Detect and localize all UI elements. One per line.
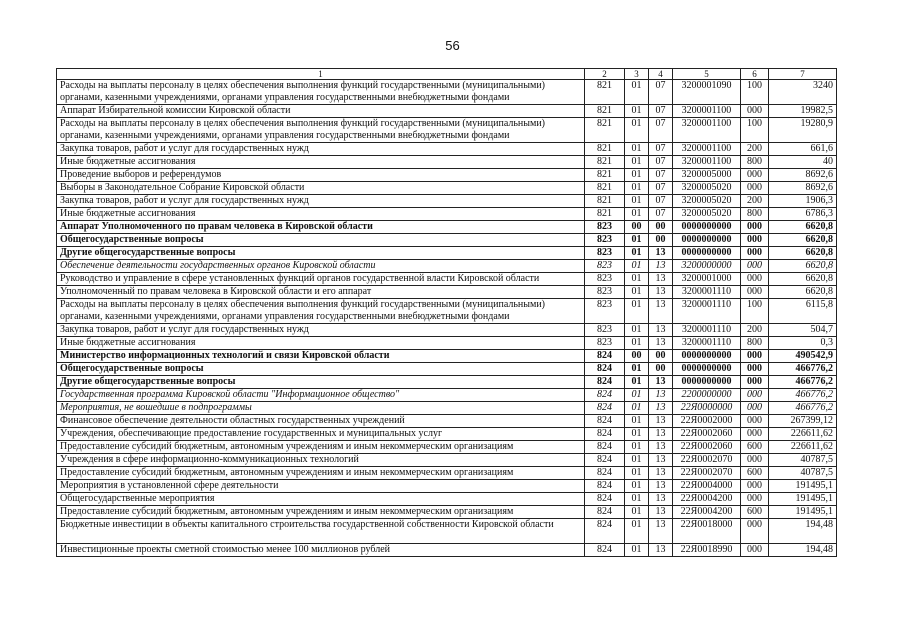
row-name-cell: Предоставление субсидий бюджетным, автономным учреждениям и иным некоммерческим организациям [57, 441, 585, 454]
expense-type-cell: 100 [741, 299, 769, 324]
expense-type-cell: 000 [741, 273, 769, 286]
expense-type-cell: 000 [741, 247, 769, 260]
expense-type-cell: 000 [741, 376, 769, 389]
subsection-code-cell: 13 [649, 286, 673, 299]
section-code-cell: 01 [625, 156, 649, 169]
expense-type-cell: 000 [741, 221, 769, 234]
target-article-cell: 0000000000 [673, 247, 741, 260]
table-row [57, 480, 837, 493]
section-code-cell: 01 [625, 376, 649, 389]
section-code-cell: 01 [625, 80, 649, 105]
expense-type-cell: 000 [741, 234, 769, 247]
target-article-cell: 22Я0002070 [673, 467, 741, 480]
table-row [57, 337, 837, 350]
ministry-code-cell: 823 [585, 273, 625, 286]
target-article-cell: 22Я0018990 [673, 544, 741, 557]
subsection-code-cell: 07 [649, 156, 673, 169]
ministry-code-cell: 823 [585, 234, 625, 247]
ministry-code-cell: 821 [585, 105, 625, 118]
section-code-cell: 01 [625, 118, 649, 143]
row-name-cell: Расходы на выплаты персоналу в целях обеспечения выполнения функций государственными (муниципальными) органами, казенными учреждениями, органами управления государственными внебюджетными фондами [57, 299, 585, 324]
subsection-code-cell: 13 [649, 441, 673, 454]
row-name-cell: Иные бюджетные ассигнования [57, 156, 585, 169]
subsection-code-cell: 13 [649, 324, 673, 337]
table-row [57, 182, 837, 195]
amount-cell: 40787,5 [769, 467, 837, 480]
subsection-code-cell: 13 [649, 273, 673, 286]
target-article-cell: 0000000000 [673, 234, 741, 247]
expense-type-cell: 600 [741, 506, 769, 519]
target-article-cell: 22Я0000000 [673, 402, 741, 415]
table-row [57, 286, 837, 299]
ministry-code-cell: 823 [585, 337, 625, 350]
expense-type-cell: 000 [741, 389, 769, 402]
ministry-code-cell: 824 [585, 415, 625, 428]
amount-cell: 6786,3 [769, 208, 837, 221]
amount-cell: 6620,8 [769, 234, 837, 247]
row-name-cell: Мероприятия в установленной сфере деятельности [57, 480, 585, 493]
amount-cell: 490542,9 [769, 350, 837, 363]
amount-cell: 40 [769, 156, 837, 169]
expense-type-cell: 200 [741, 143, 769, 156]
subsection-code-cell: 07 [649, 143, 673, 156]
table-row [57, 208, 837, 221]
target-article-cell: 22Я0002060 [673, 428, 741, 441]
target-article-cell: 0000000000 [673, 363, 741, 376]
subsection-code-cell: 13 [649, 428, 673, 441]
ministry-code-cell: 824 [585, 454, 625, 467]
section-code-cell: 01 [625, 286, 649, 299]
table-row [57, 519, 837, 544]
ministry-code-cell: 824 [585, 363, 625, 376]
amount-cell: 19280,9 [769, 118, 837, 143]
table-row [57, 493, 837, 506]
table-row [57, 143, 837, 156]
target-article-cell: 22Я0002000 [673, 415, 741, 428]
ministry-code-cell: 824 [585, 480, 625, 493]
ministry-code-cell: 824 [585, 402, 625, 415]
row-name-cell: Мероприятия, не вошедшие в подпрограммы [57, 402, 585, 415]
amount-cell: 194,48 [769, 544, 837, 557]
target-article-cell: 3200001110 [673, 337, 741, 350]
amount-cell: 267399,12 [769, 415, 837, 428]
expense-type-cell: 800 [741, 337, 769, 350]
row-name-cell: Другие общегосударственные вопросы [57, 247, 585, 260]
ministry-code-cell: 821 [585, 118, 625, 143]
row-name-cell: Иные бюджетные ассигнования [57, 337, 585, 350]
row-name-cell: Расходы на выплаты персоналу в целях обеспечения выполнения функций государственными (муниципальными) органами, казенными учреждениями, органами управления государственными внебюджетными фондами [57, 118, 585, 143]
expense-type-cell: 100 [741, 118, 769, 143]
ministry-code-cell: 821 [585, 80, 625, 105]
expense-type-cell: 000 [741, 182, 769, 195]
amount-cell: 6620,8 [769, 286, 837, 299]
ministry-code-cell: 823 [585, 286, 625, 299]
target-article-cell: 0000000000 [673, 376, 741, 389]
expense-type-cell: 100 [741, 80, 769, 105]
expense-type-cell: 000 [741, 454, 769, 467]
column-header: 1 [57, 69, 585, 80]
row-name-cell: Руководство и управление в сфере установленных функций органов государственной власти Кировской области [57, 273, 585, 286]
section-code-cell: 01 [625, 337, 649, 350]
section-code-cell: 01 [625, 389, 649, 402]
table-row [57, 467, 837, 480]
amount-cell: 0,3 [769, 337, 837, 350]
table-row [57, 260, 837, 273]
expense-type-cell: 000 [741, 286, 769, 299]
ministry-code-cell: 824 [585, 428, 625, 441]
subsection-code-cell: 13 [649, 519, 673, 544]
section-code-cell: 01 [625, 519, 649, 544]
row-name-cell: Аппарат Уполномоченного по правам человека в Кировской области [57, 221, 585, 234]
expense-type-cell: 200 [741, 195, 769, 208]
subsection-code-cell: 13 [649, 376, 673, 389]
target-article-cell: 3200001100 [673, 118, 741, 143]
section-code-cell: 01 [625, 428, 649, 441]
page-number: 56 [445, 38, 460, 53]
ministry-code-cell: 821 [585, 182, 625, 195]
amount-cell: 466776,2 [769, 376, 837, 389]
amount-cell: 8692,6 [769, 182, 837, 195]
row-name-cell: Проведение выборов и референдумов [57, 169, 585, 182]
table-row [57, 169, 837, 182]
table-row [57, 299, 837, 324]
section-code-cell: 01 [625, 143, 649, 156]
amount-cell: 6620,8 [769, 273, 837, 286]
row-name-cell: Другие общегосударственные вопросы [57, 376, 585, 389]
subsection-code-cell: 07 [649, 169, 673, 182]
ministry-code-cell: 824 [585, 350, 625, 363]
row-name-cell: Предоставление субсидий бюджетным, автономным учреждениям и иным некоммерческим организациям [57, 467, 585, 480]
column-header: 2 [585, 69, 625, 80]
section-code-cell: 01 [625, 441, 649, 454]
target-article-cell: 3200001100 [673, 105, 741, 118]
amount-cell: 6620,8 [769, 221, 837, 234]
row-name-cell: Учреждения в сфере информационно-коммуникационных технологий [57, 454, 585, 467]
row-name-cell: Закупка товаров, работ и услуг для государственных нужд [57, 195, 585, 208]
row-name-cell: Расходы на выплаты персоналу в целях обеспечения выполнения функций государственными (муниципальными) органами, казенными учреждениями, органами управления государственными внебюджетными фондами [57, 80, 585, 105]
ministry-code-cell: 821 [585, 169, 625, 182]
target-article-cell: 3200005020 [673, 182, 741, 195]
target-article-cell: 22Я0002060 [673, 441, 741, 454]
section-code-cell: 01 [625, 105, 649, 118]
subsection-code-cell: 00 [649, 234, 673, 247]
row-name-cell: Государственная программа Кировской области "Информационное общество" [57, 389, 585, 402]
ministry-code-cell: 824 [585, 467, 625, 480]
row-name-cell: Обеспечение деятельности государственных органов Кировской области [57, 260, 585, 273]
section-code-cell: 01 [625, 480, 649, 493]
section-code-cell: 00 [625, 221, 649, 234]
subsection-code-cell: 13 [649, 389, 673, 402]
target-article-cell: 2200000000 [673, 389, 741, 402]
amount-cell: 6620,8 [769, 247, 837, 260]
target-article-cell: 3200001110 [673, 299, 741, 324]
subsection-code-cell: 07 [649, 80, 673, 105]
ministry-code-cell: 824 [585, 519, 625, 544]
ministry-code-cell: 821 [585, 156, 625, 169]
amount-cell: 191495,1 [769, 493, 837, 506]
amount-cell: 504,7 [769, 324, 837, 337]
row-name-cell: Выборы в Законодательное Собрание Кировской области [57, 182, 585, 195]
target-article-cell: 22Я0004200 [673, 506, 741, 519]
ministry-code-cell: 824 [585, 544, 625, 557]
ministry-code-cell: 821 [585, 143, 625, 156]
target-article-cell: 0000000000 [673, 350, 741, 363]
expense-type-cell: 000 [741, 428, 769, 441]
amount-cell: 8692,6 [769, 169, 837, 182]
section-code-cell: 01 [625, 402, 649, 415]
target-article-cell: 3200001110 [673, 324, 741, 337]
expense-type-cell: 800 [741, 208, 769, 221]
amount-cell: 1906,3 [769, 195, 837, 208]
target-article-cell: 3200005020 [673, 208, 741, 221]
amount-cell: 466776,2 [769, 363, 837, 376]
row-name-cell: Финансовое обеспечение деятельности областных государственных учреждений [57, 415, 585, 428]
expense-type-cell: 000 [741, 260, 769, 273]
subsection-code-cell: 13 [649, 415, 673, 428]
row-name-cell: Аппарат Избирательной комиссии Кировской области [57, 105, 585, 118]
subsection-code-cell: 13 [649, 493, 673, 506]
target-article-cell: 22Я0004000 [673, 480, 741, 493]
table-row [57, 544, 837, 557]
subsection-code-cell: 13 [649, 454, 673, 467]
subsection-code-cell: 07 [649, 208, 673, 221]
ministry-code-cell: 823 [585, 247, 625, 260]
section-code-cell: 01 [625, 195, 649, 208]
ministry-code-cell: 823 [585, 260, 625, 273]
section-code-cell: 01 [625, 247, 649, 260]
target-article-cell: 3200001090 [673, 80, 741, 105]
expense-type-cell: 000 [741, 415, 769, 428]
row-name-cell: Закупка товаров, работ и услуг для государственных нужд [57, 143, 585, 156]
section-code-cell: 01 [625, 169, 649, 182]
expense-type-cell: 000 [741, 169, 769, 182]
target-article-cell: 3200005000 [673, 169, 741, 182]
expense-type-cell: 000 [741, 493, 769, 506]
expense-type-cell: 000 [741, 363, 769, 376]
row-name-cell: Иные бюджетные ассигнования [57, 208, 585, 221]
table-row [57, 247, 837, 260]
ministry-code-cell: 824 [585, 376, 625, 389]
ministry-code-cell: 823 [585, 299, 625, 324]
table-row [57, 324, 837, 337]
column-header: 5 [673, 69, 741, 80]
column-header: 7 [769, 69, 837, 80]
table-row [57, 234, 837, 247]
subsection-code-cell: 07 [649, 195, 673, 208]
amount-cell: 226611,62 [769, 441, 837, 454]
target-article-cell: 3200001100 [673, 143, 741, 156]
section-code-cell: 01 [625, 415, 649, 428]
table-row [57, 402, 837, 415]
section-code-cell: 00 [625, 350, 649, 363]
target-article-cell: 3200000000 [673, 260, 741, 273]
expense-type-cell: 000 [741, 480, 769, 493]
section-code-cell: 01 [625, 208, 649, 221]
row-name-cell: Бюджетные инвестиции в объекты капитального строительства государственной собственности Кировской области [57, 519, 585, 544]
subsection-code-cell: 07 [649, 118, 673, 143]
subsection-code-cell: 13 [649, 402, 673, 415]
amount-cell: 6620,8 [769, 260, 837, 273]
expense-type-cell: 000 [741, 544, 769, 557]
target-article-cell: 3200001100 [673, 156, 741, 169]
section-code-cell: 01 [625, 544, 649, 557]
table-row [57, 441, 837, 454]
subsection-code-cell: 13 [649, 467, 673, 480]
amount-cell: 191495,1 [769, 506, 837, 519]
section-code-cell: 01 [625, 324, 649, 337]
expense-type-cell: 000 [741, 105, 769, 118]
section-code-cell: 01 [625, 234, 649, 247]
ministry-code-cell: 824 [585, 441, 625, 454]
table-row [57, 415, 837, 428]
section-code-cell: 01 [625, 454, 649, 467]
table-row [57, 428, 837, 441]
row-name-cell: Общегосударственные мероприятия [57, 493, 585, 506]
subsection-code-cell: 13 [649, 260, 673, 273]
amount-cell: 40787,5 [769, 454, 837, 467]
row-name-cell: Уполномоченный по правам человека в Кировской области и его аппарат [57, 286, 585, 299]
table-row [57, 118, 837, 143]
section-code-cell: 01 [625, 506, 649, 519]
amount-cell: 6115,8 [769, 299, 837, 324]
section-code-cell: 01 [625, 273, 649, 286]
amount-cell: 3240 [769, 80, 837, 105]
ministry-code-cell: 821 [585, 208, 625, 221]
expense-type-cell: 000 [741, 519, 769, 544]
ministry-code-cell: 821 [585, 195, 625, 208]
section-code-cell: 01 [625, 260, 649, 273]
ministry-code-cell: 823 [585, 324, 625, 337]
target-article-cell: 0000000000 [673, 221, 741, 234]
subsection-code-cell: 13 [649, 480, 673, 493]
expense-type-cell: 800 [741, 156, 769, 169]
row-name-cell: Общегосударственные вопросы [57, 234, 585, 247]
subsection-code-cell: 07 [649, 105, 673, 118]
table-row [57, 156, 837, 169]
ministry-code-cell: 824 [585, 389, 625, 402]
table-row [57, 506, 837, 519]
table-row [57, 80, 837, 105]
budget-table [56, 68, 837, 557]
ministry-code-cell: 823 [585, 221, 625, 234]
section-code-cell: 01 [625, 467, 649, 480]
row-name-cell: Учреждения, обеспечивающие предоставление государственных и муниципальных услуг [57, 428, 585, 441]
subsection-code-cell: 13 [649, 299, 673, 324]
ministry-code-cell: 824 [585, 506, 625, 519]
subsection-code-cell: 00 [649, 350, 673, 363]
table-header-row [57, 69, 837, 80]
amount-cell: 466776,2 [769, 389, 837, 402]
table-row [57, 221, 837, 234]
table-row [57, 454, 837, 467]
expense-type-cell: 600 [741, 441, 769, 454]
column-header: 6 [741, 69, 769, 80]
row-name-cell: Инвестиционные проекты сметной стоимостью менее 100 миллионов рублей [57, 544, 585, 557]
expense-type-cell: 000 [741, 402, 769, 415]
target-article-cell: 3200001000 [673, 273, 741, 286]
subsection-code-cell: 00 [649, 221, 673, 234]
subsection-code-cell: 13 [649, 247, 673, 260]
row-name-cell: Министерство информационных технологий и связи Кировской области [57, 350, 585, 363]
subsection-code-cell: 07 [649, 182, 673, 195]
target-article-cell: 22Я0002070 [673, 454, 741, 467]
row-name-cell: Предоставление субсидий бюджетным, автономным учреждениям и иным некоммерческим организациям [57, 506, 585, 519]
subsection-code-cell: 00 [649, 363, 673, 376]
section-code-cell: 01 [625, 182, 649, 195]
column-header: 4 [649, 69, 673, 80]
table-row [57, 195, 837, 208]
amount-cell: 194,48 [769, 519, 837, 544]
target-article-cell: 22Я0018000 [673, 519, 741, 544]
amount-cell: 19982,5 [769, 105, 837, 118]
table-row [57, 389, 837, 402]
subsection-code-cell: 13 [649, 337, 673, 350]
amount-cell: 466776,2 [769, 402, 837, 415]
table-row [57, 350, 837, 363]
amount-cell: 226611,62 [769, 428, 837, 441]
target-article-cell: 22Я0004200 [673, 493, 741, 506]
row-name-cell: Закупка товаров, работ и услуг для государственных нужд [57, 324, 585, 337]
table-row [57, 363, 837, 376]
section-code-cell: 01 [625, 363, 649, 376]
column-header: 3 [625, 69, 649, 80]
amount-cell: 191495,1 [769, 480, 837, 493]
row-name-cell: Общегосударственные вопросы [57, 363, 585, 376]
amount-cell: 661,6 [769, 143, 837, 156]
section-code-cell: 01 [625, 299, 649, 324]
expense-type-cell: 600 [741, 467, 769, 480]
ministry-code-cell: 824 [585, 493, 625, 506]
table-row [57, 105, 837, 118]
table-row [57, 376, 837, 389]
section-code-cell: 01 [625, 493, 649, 506]
target-article-cell: 3200005020 [673, 195, 741, 208]
expense-type-cell: 200 [741, 324, 769, 337]
expense-type-cell: 000 [741, 350, 769, 363]
subsection-code-cell: 13 [649, 544, 673, 557]
table-row [57, 273, 837, 286]
subsection-code-cell: 13 [649, 506, 673, 519]
target-article-cell: 3200001110 [673, 286, 741, 299]
